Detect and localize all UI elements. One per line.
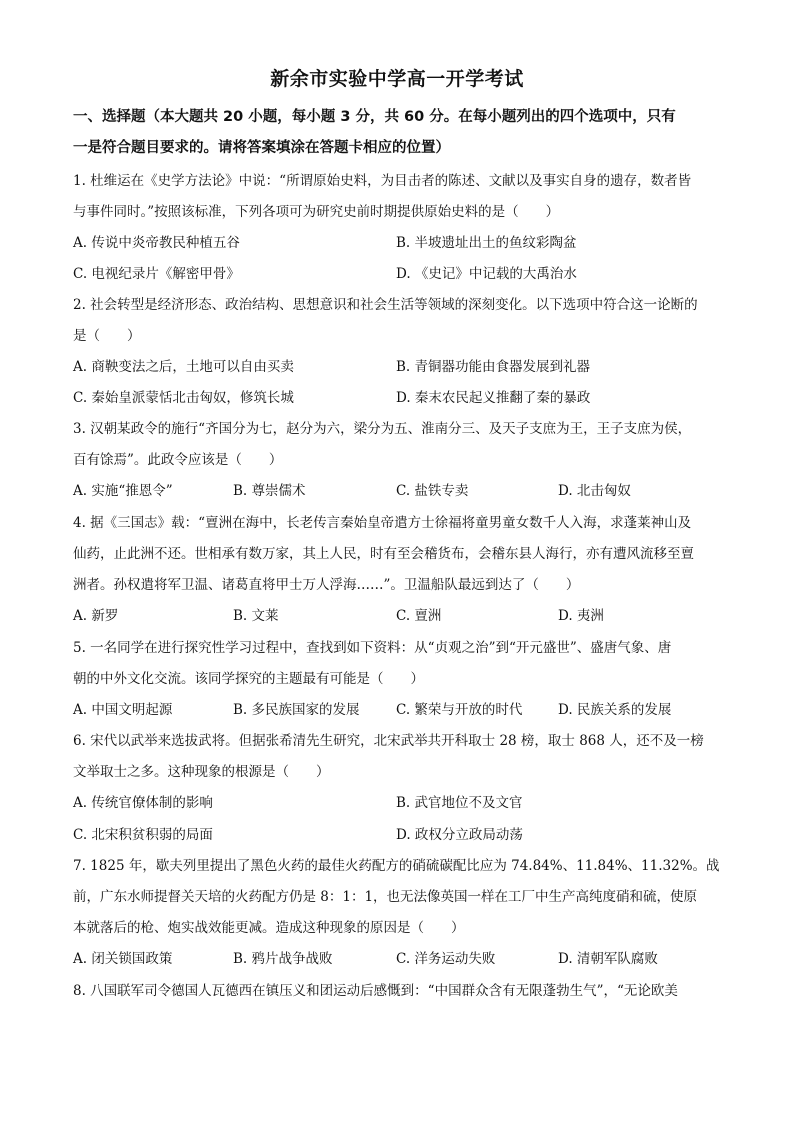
question-1-option-b: B. 半坡遗址出土的鱼纹彩陶盆 [396,235,577,251]
question-6-option-d: D. 政权分立政局动荡 [396,827,523,843]
question-3-stem-line-1: 3. 汉朝某政令的施行“齐国分为七，赵分为六，梁分为五、淮南分三、及天子支庶为王，王子支庶为侯， [73,421,692,437]
exam-title: 新余市实验中学高一开学考试 [270,68,524,90]
question-6-option-c: C. 北宋积贫积弱的局面 [73,827,213,843]
question-4-option-c: C. 亶洲 [396,608,442,624]
section-heading-line-2: 一是符合题目要求的。请将答案填涂在答题卡相应的位置） [73,140,450,156]
question-2-stem-line-2: 是（ ） [73,328,141,344]
question-7-stem-line-3: 本就落后的枪、炮实战效能更减。造成这种现象的原因是（ ） [73,920,465,936]
question-5-option-a: A. 中国文明起源 [73,702,173,718]
question-2-option-d: D. 秦末农民起义推翻了秦的暴政 [396,390,591,406]
question-1-option-a: A. 传说中炎帝教民种植五谷 [73,235,240,251]
question-5-option-c: C. 繁荣与开放的时代 [396,702,523,718]
question-4-option-a: A. 新罗 [73,608,119,624]
question-1-option-d: D. 《史记》中记载的大禹治水 [396,266,577,282]
question-6-option-b: B. 武官地位不及文官 [396,795,523,811]
question-1-option-c: C. 电视纪录片《解密甲骨》 [73,266,240,282]
question-4-stem-line-3: 洲者。孙权遣将军卫温、诸葛直将甲士万人浮海……”。卫温船队最远到达了（ ） [73,577,580,593]
section-heading-line-1: 一、选择题（本大题共 20 小题，每小题 3 分，共 60 分。在每小题列出的四个选项中，只有 [73,109,676,125]
question-7-option-b: B. 鸦片战争战败 [233,951,333,967]
question-3-option-b: B. 尊崇儒术 [233,483,306,499]
question-3-option-a: A. 实施“推恩令” [73,483,173,499]
question-2-option-c: C. 秦始皇派蒙恬北击匈奴，修筑长城 [73,390,294,406]
question-7-option-a: A. 闭关锁国政策 [73,951,173,967]
question-2-option-b: B. 青铜器功能由食器发展到礼器 [396,359,591,375]
question-7-stem-line-1: 7. 1825 年，歇夫列里提出了黑色火药的最佳火药配方的硝硫碳配比应为 74.84%、11.84%、11.32%。战 [73,858,720,874]
question-2-stem-line-1: 2. 社会转型是经济形态、政治结构、思想意识和社会生活等领域的深刻变化。以下选项中符合这一论断的 [73,297,698,313]
question-4-option-b: B. 文莱 [233,608,279,624]
question-5-option-d: D. 民族关系的发展 [558,702,672,718]
question-7-option-c: C. 洋务运动失败 [396,951,496,967]
question-3-option-c: C. 盐铁专卖 [396,483,469,499]
question-4-stem-line-2: 仙药，止此洲不还。世相承有数万家，其上人民，时有至会稽货布，会稽东县人海行，亦有遭风流移至亶 [73,546,694,562]
question-8-stem-line-1: 8. 八国联军司令德国人瓦德西在镇压义和团运动后感慨到：“中国群众含有无限蓬勃生气”，“无论欧美 [73,983,678,999]
question-6-option-a: A. 传统官僚体制的影响 [73,795,213,811]
question-5-option-b: B. 多民族国家的发展 [233,702,360,718]
question-3-option-d: D. 北击匈奴 [558,483,631,499]
question-2-option-a: A. 商鞅变法之后，土地可以自由买卖 [73,359,294,375]
question-6-stem-line-1: 6. 宋代以武举来选拔武将。但据张希清先生研究，北宋武举共开科取士 28 榜，取士 868 人，还不及一榜 [73,733,704,749]
question-7-stem-line-2: 前，广东水师提督关天培的火药配方仍是 8：1：1，也无法像英国一样在工厂中生产高纯度硝和硫，使原 [73,889,698,905]
question-1-stem-line-2: 与事件同时。”按照该标准，下列各项可为研究史前时期提供原始史料的是（ ） [73,204,560,220]
question-1-stem-line-1: 1. 杜维运在《史学方法论》中说：“所谓原始史料，为目击者的陈述、文献以及事实自身的遗存，数者皆 [73,173,692,189]
question-7-option-d: D. 清朝军队腐败 [558,951,658,967]
question-3-stem-line-2: 百有馀焉”。此政令应该是（ ） [73,452,283,468]
question-4-stem-line-1: 4. 据《三国志》载：“亶洲在海中，长老传言秦始皇帝遣方士徐福将童男童女数千人入海，求蓬莱神山及 [73,515,692,531]
question-5-stem-line-2: 朝的中外文化交流。该同学探究的主题最有可能是（ ） [73,671,424,687]
question-6-stem-line-2: 文举取士之多。这种现象的根源是（ ） [73,764,330,780]
question-5-stem-line-1: 5. 一名同学在进行探究性学习过程中，查找到如下资料：从“贞观之治”到“开元盛世”、盛唐气象、唐 [73,640,672,656]
question-4-option-d: D. 夷洲 [558,608,604,624]
